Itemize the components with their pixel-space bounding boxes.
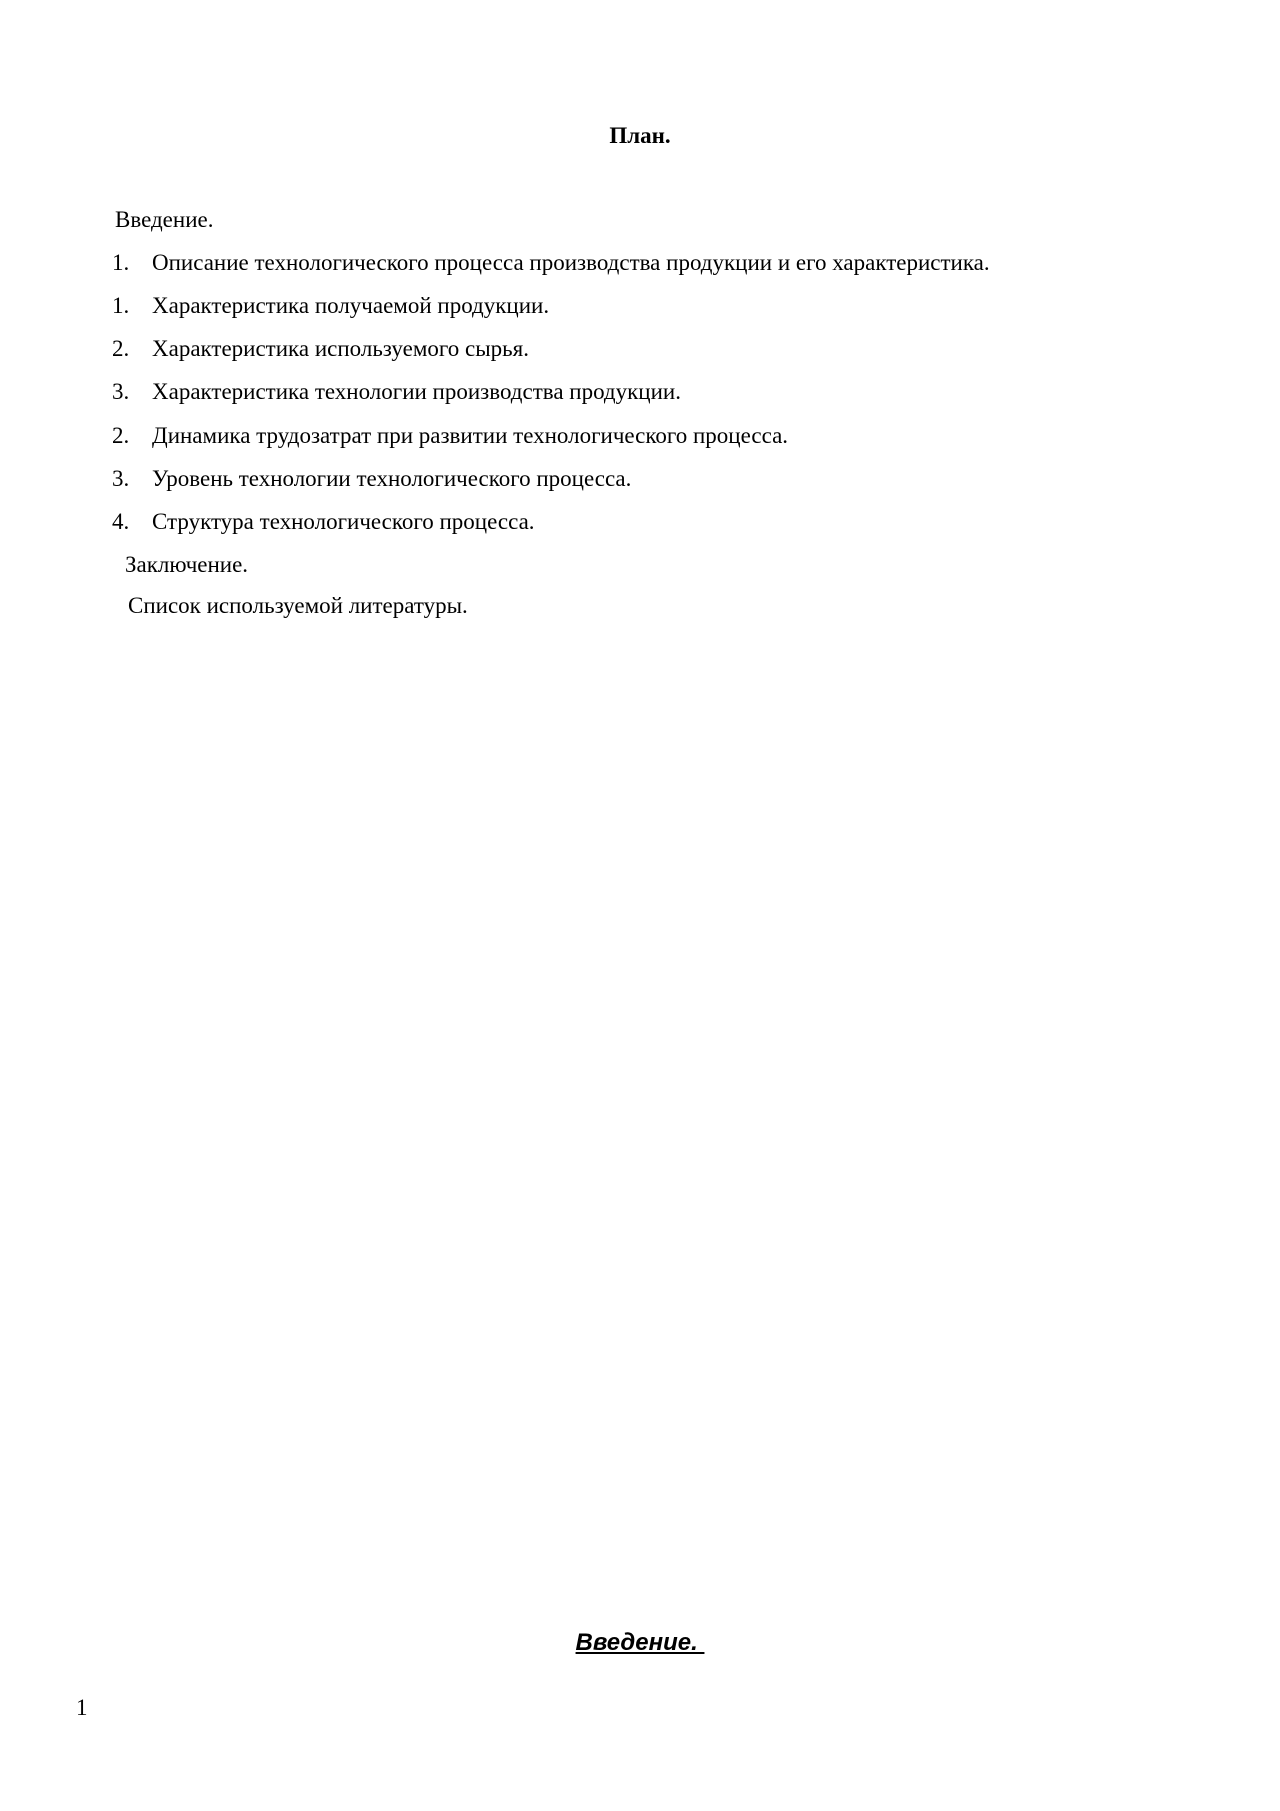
toc-item-number: 1. [112,293,130,318]
toc-item-number: 3. [112,379,130,404]
toc-item-text: Описание технологического процесса производства продукции и его характеристика. [152,250,990,275]
toc-item-number: 2. [112,336,130,361]
toc-item-number: 2. [112,423,130,448]
toc-item-number: 3. [112,466,130,491]
plan-title: План. [609,123,671,148]
toc-item-number: 1. [112,250,130,275]
toc-references: Список используемой литературы. [128,593,468,618]
section-heading-introduction: Введение. [575,1629,705,1656]
toc-intro: Введение. [115,207,214,232]
page-number: 1 [76,1695,88,1720]
toc-item-text: Уровень технологии технологического процесса. [152,466,632,491]
toc-item-number: 4. [112,509,130,534]
toc-item-text: Характеристика используемого сырья. [152,336,529,361]
toc-item-text: Характеристика получаемой продукции. [152,293,550,318]
toc-item-text: Характеристика технологии производства продукции. [152,379,681,404]
toc-item-text: Структура технологического процесса. [152,509,535,534]
toc-conclusion: Заключение. [125,552,249,577]
toc-item-text: Динамика трудозатрат при развитии технологического процесса. [152,423,789,448]
